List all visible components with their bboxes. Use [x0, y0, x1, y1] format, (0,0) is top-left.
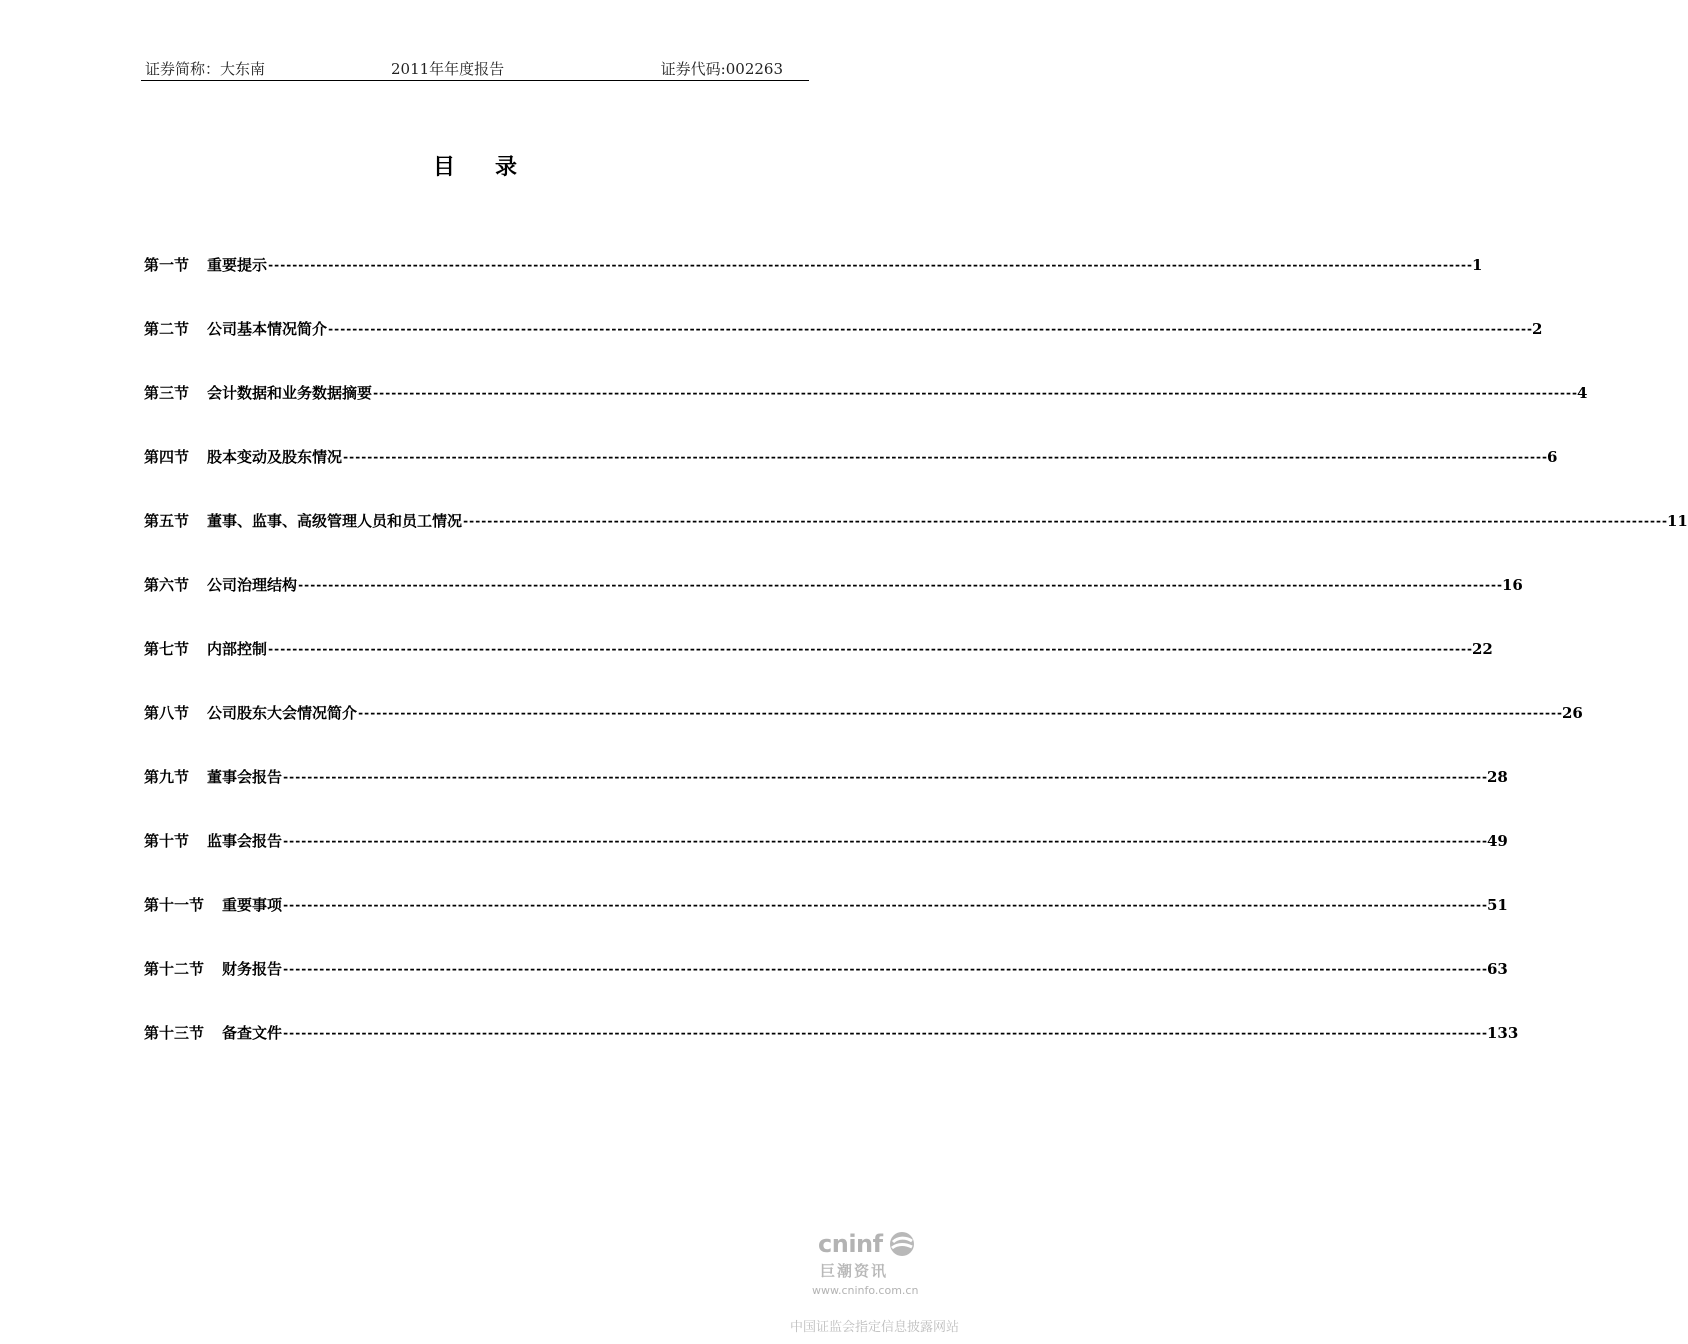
toc-leader: --------------------------------------------------------------------------------------------------------------------------------------------------------------------------------------------------------	[282, 962, 1487, 976]
toc-page-number: 51	[1486, 896, 1508, 914]
toc-section: 第十节	[144, 832, 190, 850]
toc-leader: --------------------------------------------------------------------------------------------------------------------------------------------------------------------------------------------------------	[267, 642, 1472, 656]
toc-title: 备查文件	[222, 1024, 283, 1042]
toc-page-number: 6	[1546, 448, 1558, 466]
toc-page-number: 2	[1531, 320, 1543, 338]
toc-leader: --------------------------------------------------------------------------------------------------------------------------------------------------------------------------------------------------------	[297, 578, 1502, 592]
toc-title: 内部控制	[207, 640, 268, 658]
toc-leader: --------------------------------------------------------------------------------------------------------------------------------------------------------------------------------------------------------	[282, 770, 1487, 784]
toc-section: 第十一节	[144, 896, 205, 914]
toc-entry[interactable]	[144, 702, 1583, 724]
toc-section: 第七节	[144, 640, 190, 658]
toc-page-number: 26	[1561, 704, 1583, 722]
toc-entry[interactable]	[144, 958, 1508, 980]
toc-leader: --------------------------------------------------------------------------------------------------------------------------------------------------------------------------------------------------------	[267, 258, 1472, 272]
page-header	[141, 56, 809, 81]
toc-page-number: 16	[1501, 576, 1523, 594]
toc-page-number: 63	[1486, 960, 1508, 978]
toc-leader: --------------------------------------------------------------------------------------------------------------------------------------------------------------------------------------------------------	[357, 706, 1562, 720]
header-stock-code: 证券代码:002263	[660, 60, 783, 78]
toc-page-number: 49	[1486, 832, 1508, 850]
toc-title: 董事、监事、高级管理人员和员工情况	[207, 512, 463, 530]
toc-entry[interactable]	[144, 382, 1588, 404]
toc-entry[interactable]	[144, 1022, 1519, 1044]
toc-title: 公司基本情况简介	[207, 320, 328, 338]
toc-title: 重要提示	[207, 256, 268, 274]
toc-entry[interactable]	[144, 766, 1508, 788]
toc-title: 会计数据和业务数据摘要	[207, 384, 373, 402]
toc-section: 第五节	[144, 512, 190, 530]
logo-wordmark: cninf	[818, 1230, 883, 1258]
logo-tagline: 中国证监会指定信息披露网站	[790, 1320, 960, 1335]
toc-page-number: 4	[1576, 384, 1588, 402]
toc-leader: --------------------------------------------------------------------------------------------------------------------------------------------------------------------------------------------------------	[462, 514, 1667, 528]
toc-entry[interactable]	[144, 574, 1523, 596]
cninfo-watermark-logo	[790, 1228, 960, 1344]
logo-url: www.cninfo.com.cn	[812, 1284, 919, 1297]
toc-entry[interactable]	[144, 254, 1483, 276]
toc-section: 第八节	[144, 704, 190, 722]
toc-entry[interactable]	[144, 318, 1543, 340]
toc-leader: --------------------------------------------------------------------------------------------------------------------------------------------------------------------------------------------------------	[282, 898, 1487, 912]
toc-title: 财务报告	[222, 960, 283, 978]
toc-title: 重要事项	[222, 896, 283, 914]
header-stock-name: 证券简称：大东南	[145, 60, 266, 78]
toc-section: 第六节	[144, 576, 190, 594]
toc-entry[interactable]	[144, 638, 1493, 660]
toc-page-number: 22	[1471, 640, 1493, 658]
toc-title: 监事会报告	[207, 832, 283, 850]
toc-page-number: 133	[1486, 1024, 1519, 1042]
toc-leader: --------------------------------------------------------------------------------------------------------------------------------------------------------------------------------------------------------	[327, 322, 1532, 336]
toc-leader: --------------------------------------------------------------------------------------------------------------------------------------------------------------------------------------------------------	[372, 386, 1577, 400]
toc-section: 第四节	[144, 448, 190, 466]
toc-section: 第三节	[144, 384, 190, 402]
toc-section: 第十二节	[144, 960, 205, 978]
toc-entry[interactable]	[144, 446, 1558, 468]
toc-section: 第十三节	[144, 1024, 205, 1042]
header-report-title: 2011年年度报告	[391, 60, 505, 78]
toc-title: 公司股东大会情况简介	[207, 704, 358, 722]
toc-leader: --------------------------------------------------------------------------------------------------------------------------------------------------------------------------------------------------------	[282, 834, 1487, 848]
toc-section: 第一节	[144, 256, 190, 274]
toc-section: 第二节	[144, 320, 190, 338]
toc-page-number: 11	[1666, 512, 1688, 530]
toc-page-number: 1	[1471, 256, 1483, 274]
logo-chinese-name: 巨潮资讯	[820, 1262, 889, 1280]
toc-entry[interactable]	[144, 894, 1508, 916]
logo-swoosh-icon	[888, 1230, 916, 1262]
toc-entry[interactable]	[144, 830, 1508, 852]
toc-leader: --------------------------------------------------------------------------------------------------------------------------------------------------------------------------------------------------------	[342, 450, 1547, 464]
toc-leader: --------------------------------------------------------------------------------------------------------------------------------------------------------------------------------------------------------	[282, 1026, 1487, 1040]
toc-title: 董事会报告	[207, 768, 283, 786]
toc-title: 公司治理结构	[207, 576, 298, 594]
toc-page-number: 28	[1486, 768, 1508, 786]
toc-section: 第九节	[144, 768, 190, 786]
page-title: 目录	[432, 154, 557, 180]
toc-entry[interactable]	[144, 510, 1688, 532]
toc-title: 股本变动及股东情况	[207, 448, 343, 466]
